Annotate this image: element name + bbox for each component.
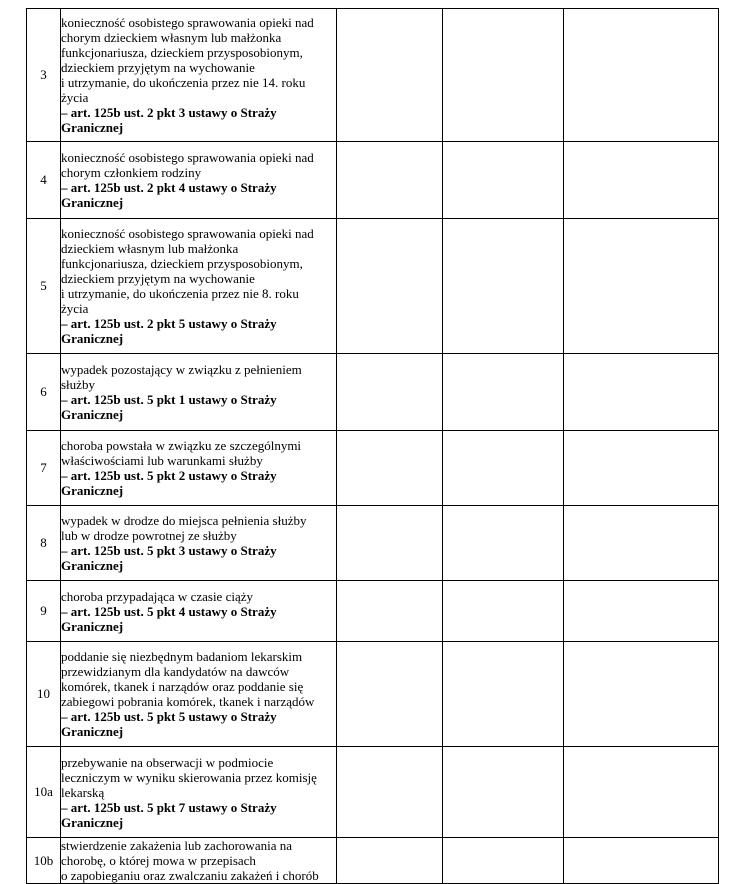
empty-cell-2 [443,581,564,642]
description-line: komórek, tkanek i narządów oraz poddanie się [61,679,304,694]
description-line: lekarską [61,784,105,800]
table-row [27,142,719,219]
row-number: 6 [27,354,61,431]
row-description [61,642,337,747]
table-row [27,219,719,354]
description-line: zabiegowi pobrania komórek, tkanek i narządów [61,694,315,709]
legal-basis-line: – art. 125b ust. 2 pkt 4 ustawy o Straży [61,180,277,195]
empty-cell-1 [337,506,443,581]
row-description [61,219,337,354]
legal-basis-line: Granicznej [61,483,124,498]
description-line: przebywanie na obserwacji w podmiocie [61,754,274,770]
table-row [27,431,719,506]
legal-basis-line: Granicznej [61,407,124,422]
row-number: 8 [27,506,61,581]
legal-basis-line: – art. 125b ust. 5 pkt 2 ustawy o Straży [61,468,277,483]
legal-basis-line: Granicznej [61,814,124,830]
empty-cell-3 [564,747,719,838]
row-number: 4 [27,142,61,219]
empty-cell-3 [564,354,719,431]
legal-basis-line: – art. 125b ust. 5 pkt 3 ustawy o Straży [61,543,277,558]
description-line: funkcjonariusza, dzieckiem przysposobionym, [61,256,303,271]
table-row [27,642,719,747]
legal-basis-line: Granicznej [61,618,124,634]
empty-cell-3 [564,9,719,142]
table-row [27,838,719,884]
empty-cell-2 [443,642,564,747]
empty-cell-1 [337,642,443,747]
row-number: 10 [27,642,61,747]
empty-cell-1 [337,838,443,884]
description-line: dzieckiem własnym lub małżonka [61,241,239,256]
empty-cell-2 [443,431,564,506]
leave-reasons-table [26,8,719,884]
description-line: chorym dzieckiem własnym lub małżonka [61,30,282,45]
legal-basis-line: Granicznej [61,724,124,739]
description-line: stwierdzenie zakażenia lub zachorowania na [61,838,292,853]
table-row [27,506,719,581]
empty-cell-3 [564,642,719,747]
description-line: właściwościami lub warunkami służby [61,453,263,468]
legal-basis-line: – art. 125b ust. 5 pkt 4 ustawy o Straży [61,603,277,619]
legal-basis-line: Granicznej [61,120,124,135]
description-line: dzieckiem przyjętym na wychowanie [61,271,255,286]
description-line: chorym członkiem rodziny [61,165,202,180]
row-number: 9 [27,581,61,642]
table-row [27,9,719,142]
row-description [61,581,337,642]
empty-cell-1 [337,431,443,506]
row-description [61,9,337,142]
empty-cell-2 [443,838,564,884]
description-line: konieczność osobistego sprawowania opieki nad [61,226,314,241]
row-number: 7 [27,431,61,506]
empty-cell-1 [337,581,443,642]
row-number: 5 [27,219,61,354]
row-number: 10a [27,747,61,838]
legal-basis-line: – art. 125b ust. 5 pkt 5 ustawy o Straży [61,709,277,724]
legal-basis-line: – art. 125b ust. 2 pkt 3 ustawy o Straży [61,105,277,120]
description-line: lub w drodze powrotnej ze służby [61,528,237,543]
legal-basis-line: – art. 125b ust. 5 pkt 7 ustawy o Straży [61,799,277,815]
description-line: życia [61,90,89,105]
empty-cell-3 [564,506,719,581]
empty-cell-1 [337,354,443,431]
empty-cell-3 [564,581,719,642]
legal-basis-line: – art. 125b ust. 5 pkt 1 ustawy o Straży [61,392,277,407]
description-line: chorobę, o której mowa w przepisach [61,853,256,868]
empty-cell-1 [337,219,443,354]
legal-basis-line: Granicznej [61,331,124,346]
table-row [27,354,719,431]
empty-cell-1 [337,142,443,219]
row-number: 10b [27,838,61,884]
description-line: dzieckiem przyjętym na wychowanie [61,60,255,75]
table-body [27,9,719,884]
empty-cell-1 [337,747,443,838]
description-line: i utrzymanie, do ukończenia przez nie 8. roku [61,286,299,301]
description-line: i utrzymanie, do ukończenia przez nie 14. roku [61,75,306,90]
row-description [61,431,337,506]
description-line: konieczność osobistego sprawowania opieki nad [61,15,314,30]
row-description [61,747,337,838]
legal-basis-line: Granicznej [61,195,124,210]
description-line: leczniczym w wyniku skierowania przez komisję [61,769,317,785]
table-row [27,581,719,642]
description-line: funkcjonariusza, dzieckiem przysposobionym, [61,45,303,60]
empty-cell-2 [443,9,564,142]
empty-cell-2 [443,506,564,581]
empty-cell-2 [443,142,564,219]
empty-cell-3 [564,219,719,354]
description-line: poddanie się niezbędnym badaniom lekarskim [61,649,303,664]
table-row [27,747,719,838]
empty-cell-2 [443,354,564,431]
description-line: o zapobieganiu oraz zwalczaniu zakażeń i chorób [61,868,319,883]
description-line: wypadek w drodze do miejsca pełnienia służby [61,513,307,528]
description-line: służby [61,377,95,392]
empty-cell-1 [337,9,443,142]
empty-cell-3 [564,142,719,219]
description-line: choroba powstała w związku ze szczególnymi [61,438,302,453]
description-line: choroba przypadająca w czasie ciąży [61,588,253,604]
row-description [61,506,337,581]
empty-cell-2 [443,219,564,354]
row-description [61,142,337,219]
row-description [61,354,337,431]
description-line: przewidzianym dla kandydatów na dawców [61,664,290,679]
row-description [61,838,337,884]
legal-basis-line: – art. 125b ust. 2 pkt 5 ustawy o Straży [61,316,277,331]
description-line: życia [61,301,89,316]
empty-cell-3 [564,838,719,884]
legal-basis-line: Granicznej [61,558,124,573]
empty-cell-3 [564,431,719,506]
description-line: konieczność osobistego sprawowania opieki nad [61,150,314,165]
empty-cell-2 [443,747,564,838]
row-number: 3 [27,9,61,142]
description-line: wypadek pozostający w związku z pełnieniem [61,362,302,377]
